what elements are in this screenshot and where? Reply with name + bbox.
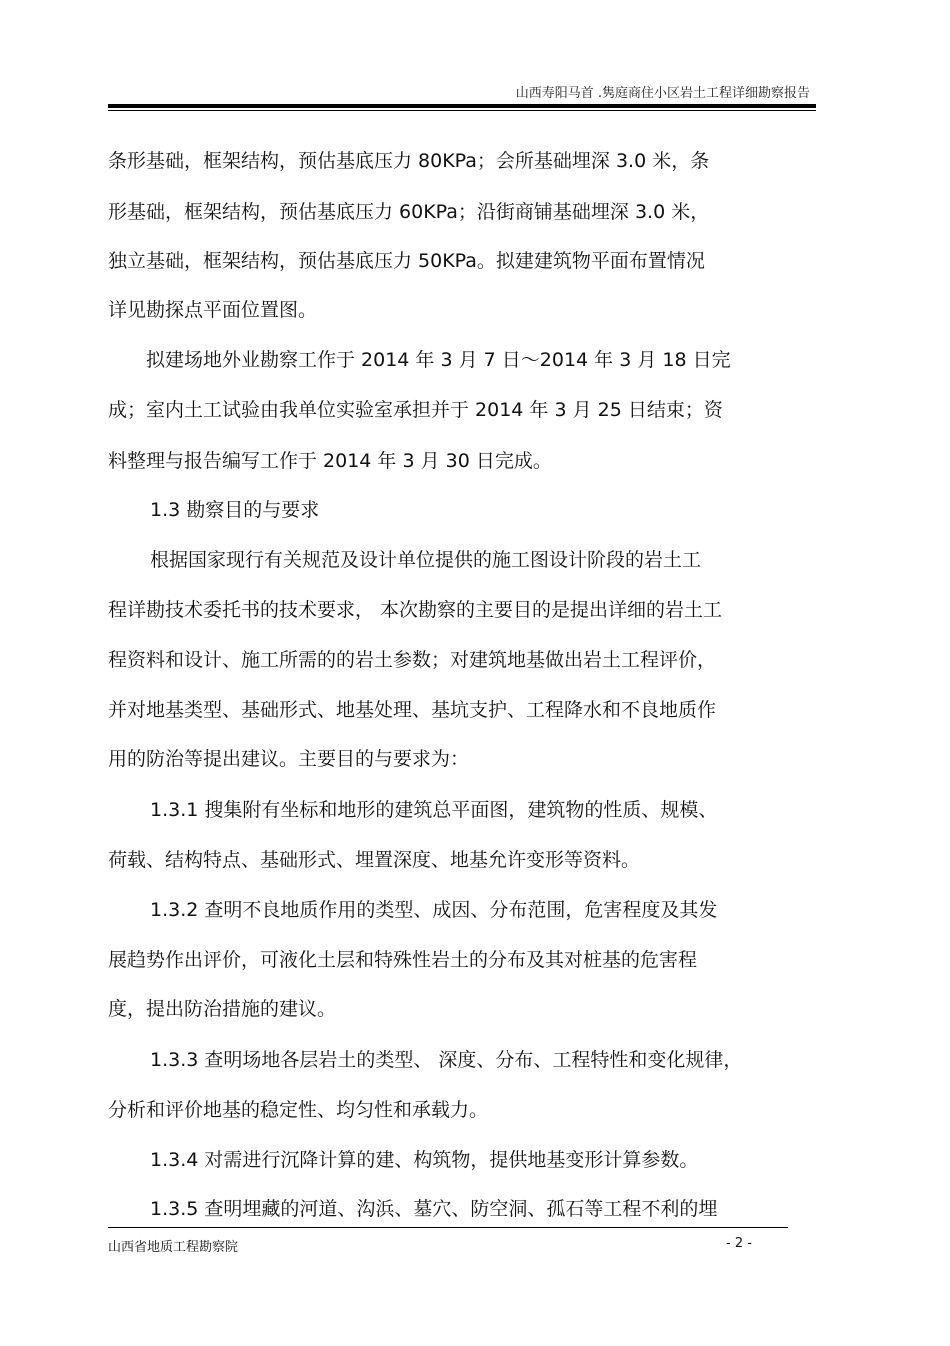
text-line: 根据国家现行有关规范及设计单位提供的施工图设计阶段的岩土工 (150, 549, 702, 571)
header-rule-thin (108, 110, 816, 111)
text-line: 详见勘探点平面位置图。 (108, 299, 318, 321)
text-line: 形基础，框架结构，预估基底压力 60KPa；沿街商铺基础埋深 3.0 米， (108, 201, 710, 223)
footer-org: 山西省地质工程勘察院 (108, 1240, 239, 1255)
text-line: 1.3.4 对需进行沉降计算的建、构筑物，提供地基变形计算参数。 (150, 1149, 699, 1171)
text-line: 拟建场地外业勘察工作于 2014 年 3 月 7 日～2014 年 3 月 18 日完 (146, 349, 731, 371)
text-line: 1.3.2 查明不良地质作用的类型、成因、分布范围，危害程度及其发 (150, 899, 718, 921)
page-number: - 2 - (726, 1236, 752, 1251)
text-line: 独立基础，框架结构，预估基底压力 50KPa。拟建建筑物平面布置情况 (108, 250, 705, 272)
text-line: 用的防治等提出建议。主要目的与要求为： (108, 748, 470, 770)
text-line: 展趋势作出评价，可液化土层和特殊性岩土的分布及其对桩基的危害程 (108, 949, 698, 971)
text-line: 1.3.5 查明埋藏的河道、沟浜、墓穴、防空洞、孤石等工程不利的埋 (150, 1198, 718, 1220)
text-line: 度，提出防治措施的建议。 (108, 998, 337, 1020)
text-line: 1.3.1 搜集附有坐标和地形的建筑总平面图，建筑物的性质、规模、 (150, 799, 718, 821)
header-rule-thick (108, 104, 816, 108)
text-line: 程资料和设计、施工所需的的岩土参数；对建筑地基做出岩土工程评价， (108, 649, 717, 671)
section-heading: 1.3 勘察目的与要求 (150, 499, 320, 521)
text-line: 料整理与报告编写工作于 2014 年 3 月 30 日完成。 (108, 450, 552, 472)
text-line: 并对地基类型、基础形式、地基处理、基坑支护、工程降水和不良地质作 (108, 699, 717, 721)
header-title: 山西寿阳马首 .隽庭商住小区岩土工程详细勘察报告 (515, 86, 810, 101)
text-line: 程详勘技术委托书的技术要求， 本次勘察的主要目的是提出详细的岩土工 (108, 599, 723, 621)
text-line: 荷载、结构特点、基础形式、埋置深度、地基允许变形等资料。 (108, 849, 641, 871)
footer-rule (108, 1227, 788, 1228)
text-line: 条形基础，框架结构，预估基底压力 80KPa；会所基础埋深 3.0 米，条 (108, 150, 710, 172)
text-line: 1.3.3 查明场地各层岩土的类型、 深度、分布、工程特性和变化规律， (150, 1049, 743, 1071)
text-line: 成；室内土工试验由我单位实验室承担并于 2014 年 3 月 25 日结束；资 (108, 399, 723, 421)
text-line: 分析和评价地基的稳定性、均匀性和承载力。 (108, 1099, 489, 1121)
